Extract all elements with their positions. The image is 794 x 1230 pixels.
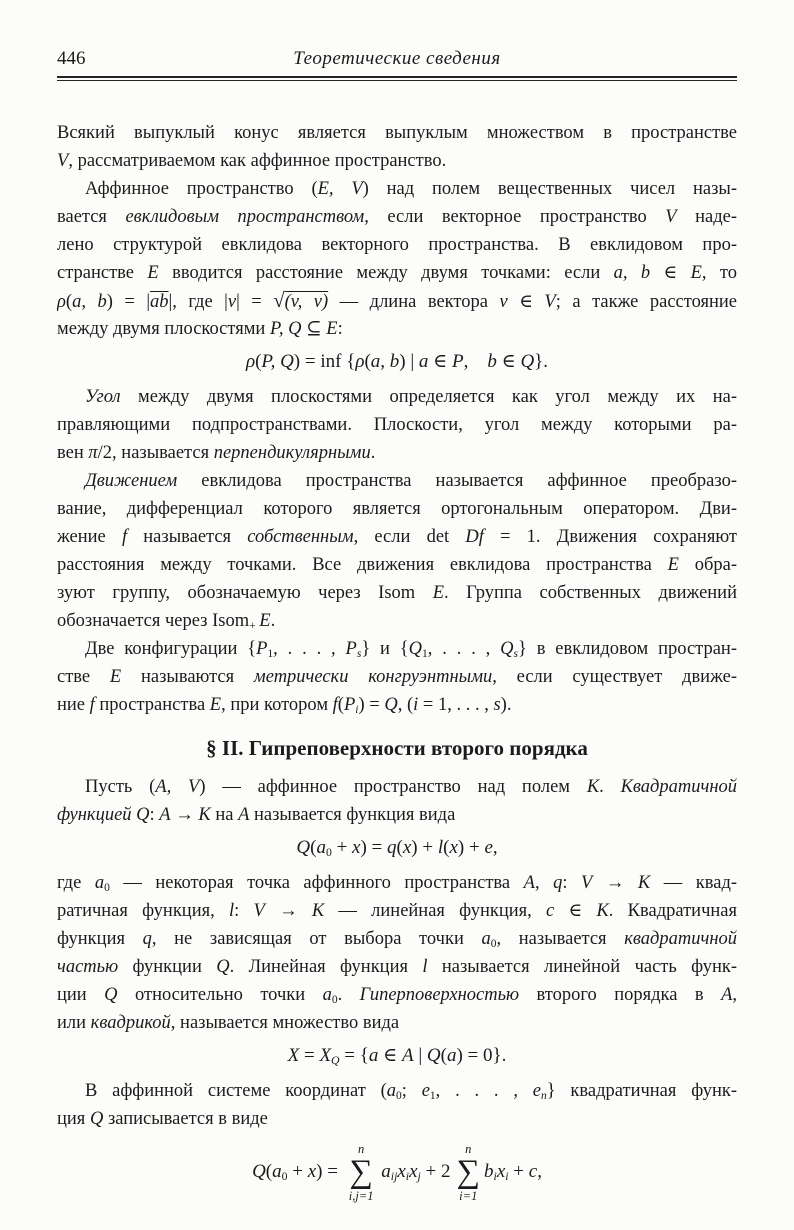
- text-line: вание, дифференциал которого является ортогональным оператором. Дви-: [57, 499, 737, 519]
- text-line: странстве E вводится расстояние между двумя точками: если a, b ∈ E, то: [57, 263, 737, 283]
- text-line: Движением евклидова пространства называется аффинное преобразо-: [85, 471, 737, 491]
- text-line: где $a_0$ — некоторая точка аффинного пространства A, q: V → K — квад-: [57, 873, 737, 894]
- paragraph: [57, 467, 737, 635]
- summation-symbol: n ∑ i,j=1: [348, 1141, 374, 1204]
- text-line: функция q, не зависящая от выбора точки $a_0$, называется квадратичной: [57, 929, 737, 950]
- text-line: Всякий выпуклый конус является выпуклым множеством в пространстве: [57, 123, 737, 143]
- paragraph: [57, 383, 737, 467]
- summation-symbol: n ∑ i=1: [456, 1141, 481, 1204]
- text-line: или квадрикой, называется множество вида: [57, 1013, 400, 1033]
- display-formula: $X = X_Q = \{a$ ∈ A | Q(a) = 0}.: [287, 1045, 507, 1067]
- paragraph: [57, 635, 737, 719]
- text-line: между двумя плоскостями P, Q ⊆ E:: [57, 319, 343, 339]
- paragraph: [57, 119, 737, 175]
- text-line: В аффинной системе координат ($a_0$; $e_1$, . . . , $e_n$} квадратичная функ-: [85, 1081, 737, 1102]
- display-formula: $Q(a_0 + x) = q(x) + l(x) + e$,: [296, 837, 498, 859]
- text-line: правляющими подпространствами. Плоскости, угол между которыми ра-: [57, 415, 737, 435]
- text-line: вается евклидовым пространством, если векторное пространство V наде-: [57, 207, 737, 227]
- display-formula: $Q(a_0 + x)$ = n ∑ i,j=1 $a_{ij}x_ix_j + 2$ n ∑ i=1 $b_ix_i + c$,: [252, 1141, 542, 1204]
- paragraph: [57, 175, 737, 343]
- paragraph: [57, 773, 737, 829]
- header-rule: [57, 76, 737, 81]
- text-line: V, рассматриваемом как аффинное пространство.: [57, 151, 447, 171]
- paragraph: [57, 869, 737, 1037]
- text-line: ции Q относительно точки $a_0$. Гиперповерхностью второго порядка в A,: [57, 985, 737, 1006]
- text-line: Угол между двумя плоскостями определяется как угол между их на-: [85, 387, 737, 407]
- section-heading: § II. Гипреповерхности второго порядка: [206, 736, 588, 760]
- text-line: лено структурой евклидова векторного пространства. В евклидовом про-: [57, 235, 737, 255]
- text-line: Аффинное пространство (E, V) над полем вещественных чисел назы-: [85, 179, 737, 199]
- display-formula: ρ(P, Q) = inf {ρ(a, b) | a ∈ P, b ∈ Q}.: [245, 351, 549, 372]
- running-title: Теоретические сведения: [293, 48, 501, 69]
- page-body: [57, 119, 737, 1209]
- text-line: Две конфигурации {$P_1$, . . . , $P_s$} и {$Q_1$, . . . , $Q_s$} в евклидовом простран-: [85, 639, 737, 660]
- text-line: Пусть (A, V) — аффинное пространство над полем K. Квадратичной: [85, 777, 737, 797]
- text-line: функцией Q: A → K на A называется функция вида: [57, 805, 456, 825]
- sqrt-radical: √(v, v): [273, 290, 329, 312]
- page-number: 446: [57, 48, 86, 69]
- text-line: ратичная функция, l: V → K — линейная функция, c ∈ K. Квадратичная: [57, 901, 737, 921]
- text-line: стве E называются метрически конгруэнтными, если существует движе-: [57, 667, 737, 687]
- text-line: частью функции Q. Линейная функция l называется линейной часть функ-: [57, 957, 737, 977]
- text-line: ρ(a, $b) = |\overline{ab}|$, где |v| = √(v, v) — длина вектора v ∈ V; а также расстояние: [57, 290, 737, 312]
- text-line: обозначается через Isom$_+$ E.: [57, 611, 276, 632]
- text-line: вен π/2, называется перпендикулярными.: [57, 443, 376, 463]
- paragraph: [57, 1077, 737, 1133]
- text-line: жение f называется собственным, если det Df = 1. Движения сохраняют: [57, 527, 737, 547]
- text-line: расстояния между точками. Все движения евклидова пространства E обра-: [57, 555, 737, 575]
- text-line: ция Q записывается в виде: [57, 1109, 268, 1129]
- text-line: зуют группу, обозначаемую через Isom E. Группа собственных движений: [57, 583, 737, 603]
- running-header: [57, 46, 737, 72]
- text-line: ние f пространства E, при котором $f(P_i) = Q$, (i = 1, . . . , s).: [57, 695, 512, 716]
